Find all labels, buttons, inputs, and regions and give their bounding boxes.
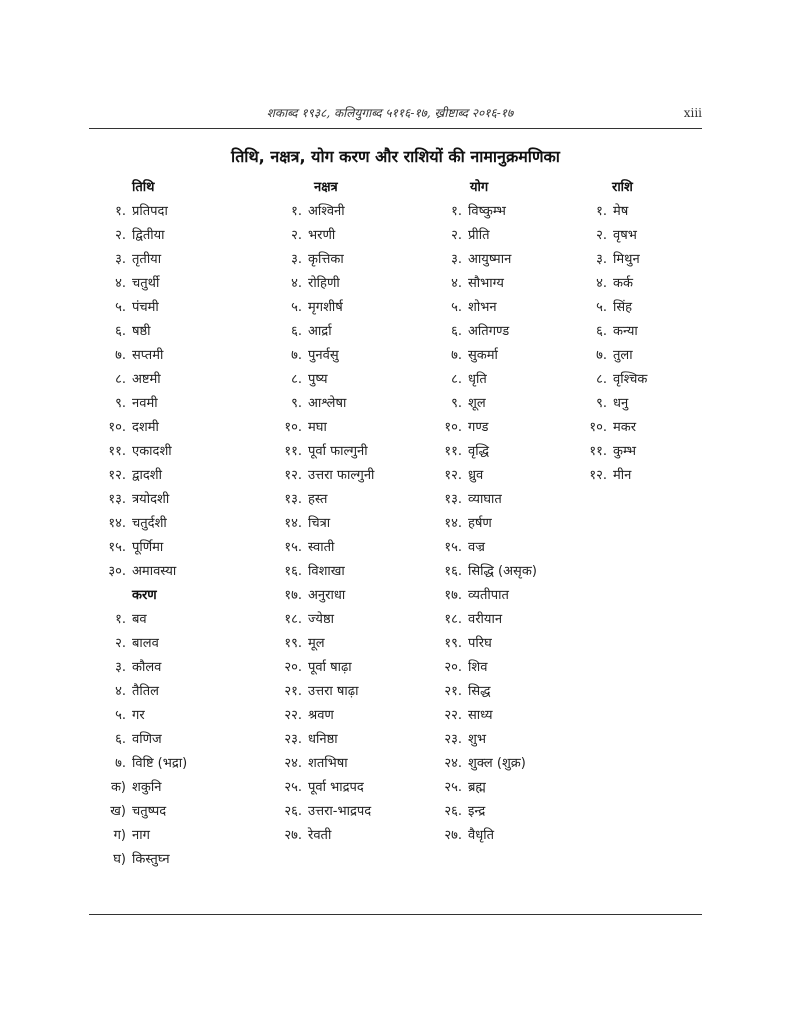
item-number: १. <box>596 204 607 219</box>
item-number: ४. <box>115 684 126 699</box>
item-number: १७. <box>444 588 462 603</box>
list-item <box>96 368 187 392</box>
page-number: xiii <box>683 106 702 120</box>
list-item <box>96 608 187 632</box>
item-number: ६. <box>596 324 607 339</box>
list-item <box>272 200 374 224</box>
list-item <box>432 728 537 752</box>
item-name: आयुष्मान <box>468 252 512 267</box>
item-number: ७. <box>451 348 462 363</box>
item-number: २. <box>596 228 607 243</box>
list-item <box>432 392 537 416</box>
list-item <box>96 632 187 656</box>
list-item <box>272 320 374 344</box>
list-item <box>272 392 374 416</box>
item-number: १९. <box>284 636 302 651</box>
list-item <box>272 440 374 464</box>
item-name: मेष <box>613 204 629 219</box>
item-number: २०. <box>444 660 462 675</box>
item-name: कौलव <box>132 660 162 675</box>
item-number: ४. <box>596 276 607 291</box>
item-number: १. <box>451 204 462 219</box>
list-item <box>272 656 374 680</box>
list-item <box>432 632 537 656</box>
item-number: ३. <box>596 252 607 267</box>
item-name: पंचमी <box>132 300 159 315</box>
item-number: १५. <box>284 540 302 555</box>
list-item <box>272 368 374 392</box>
item-name: वृद्धि <box>468 444 489 459</box>
item-number: ९. <box>596 396 607 411</box>
item-name: धनु <box>613 396 629 411</box>
item-name: किस्तुघ्न <box>132 852 170 867</box>
list-item <box>96 536 187 560</box>
list-item <box>272 632 374 656</box>
item-number: ५. <box>115 300 126 315</box>
item-number: ८. <box>115 372 126 387</box>
item-number: २. <box>115 636 126 651</box>
list-item <box>96 848 187 872</box>
item-number: १८. <box>284 612 302 627</box>
list-item <box>96 752 187 776</box>
item-name: अमावस्या <box>132 564 177 579</box>
list-item <box>432 488 537 512</box>
list-item <box>432 368 537 392</box>
item-name: द्वादशी <box>132 468 162 483</box>
tithi-list <box>96 200 187 584</box>
running-head: शकाब्द १९३८, कलियुगाब्द ५११६-१७, ख्रीष्टाब्द २०१६-१७ <box>266 106 514 120</box>
item-name: मकर <box>613 420 637 435</box>
item-number: ५. <box>596 300 607 315</box>
list-item <box>272 416 374 440</box>
item-name: हस्त <box>308 492 328 507</box>
item-name: शुक्ल (शुक्र) <box>468 756 526 771</box>
list-item <box>96 272 187 296</box>
list-item <box>432 536 537 560</box>
item-name: सिद्ध <box>468 684 491 699</box>
list-item <box>96 656 187 680</box>
item-name: पुनर्वसु <box>308 348 339 363</box>
list-item <box>96 728 187 752</box>
list-item <box>432 296 537 320</box>
item-name: एकादशी <box>132 444 172 459</box>
list-item <box>96 320 187 344</box>
item-name: षष्ठी <box>132 324 151 339</box>
item-name: धनिष्ठा <box>308 732 338 747</box>
tithi-heading: तिथि <box>132 180 155 195</box>
item-name: पूर्णिमा <box>132 540 164 555</box>
list-item <box>272 344 374 368</box>
karana-heading: करण <box>132 588 157 603</box>
item-name: धृति <box>468 372 487 387</box>
item-name: ब्रह्म <box>468 780 486 795</box>
item-number: २५. <box>444 780 462 795</box>
item-name: वणिज <box>132 732 162 747</box>
list-item <box>577 200 647 224</box>
list-item <box>272 776 374 800</box>
list-item <box>432 560 537 584</box>
item-number: २. <box>291 228 302 243</box>
item-number: २. <box>115 228 126 243</box>
item-name: प्रतिपदा <box>132 204 168 219</box>
karana-list <box>96 608 187 872</box>
item-name: शिव <box>468 660 488 675</box>
item-name: मीन <box>613 468 632 483</box>
item-number: १८. <box>444 612 462 627</box>
list-item <box>96 296 187 320</box>
list-item <box>432 776 537 800</box>
list-item <box>577 368 647 392</box>
list-item <box>96 800 187 824</box>
item-number: १४. <box>108 516 126 531</box>
item-number: २१. <box>284 684 302 699</box>
list-item <box>432 344 537 368</box>
item-number: ५. <box>291 300 302 315</box>
item-number: २४. <box>444 756 462 771</box>
item-number: १४. <box>284 516 302 531</box>
item-name: पूर्वा षाढ़ा <box>308 660 352 675</box>
item-name: अश्विनी <box>308 204 345 219</box>
list-item <box>432 584 537 608</box>
item-name: अष्टमी <box>132 372 161 387</box>
item-name: चतुर्थी <box>132 276 160 291</box>
item-name: नाग <box>132 828 150 843</box>
top-rule <box>89 128 702 129</box>
item-name: वरीयान <box>468 612 503 627</box>
item-number: १३. <box>444 492 462 507</box>
item-number: ११. <box>444 444 462 459</box>
item-name: रोहिणी <box>308 276 340 291</box>
list-item <box>272 728 374 752</box>
item-name: अतिगण्ड <box>468 324 510 339</box>
item-number: २५. <box>284 780 302 795</box>
list-item <box>96 200 187 224</box>
list-item <box>96 512 187 536</box>
list-item <box>432 416 537 440</box>
list-item <box>96 824 187 848</box>
item-number: ४. <box>115 276 126 291</box>
item-name: त्रयोदशी <box>132 492 170 507</box>
item-name: ज्येष्ठा <box>308 612 335 627</box>
item-number: १९. <box>444 636 462 651</box>
list-item <box>96 392 187 416</box>
list-item <box>272 248 374 272</box>
item-number: २२. <box>444 708 462 723</box>
item-number: ११. <box>108 444 126 459</box>
list-item <box>432 320 537 344</box>
item-number: १६. <box>284 564 302 579</box>
list-item <box>96 704 187 728</box>
item-number: १०. <box>108 420 126 435</box>
item-number: ३. <box>451 252 462 267</box>
item-name: हर्षण <box>468 516 492 531</box>
list-item <box>272 536 374 560</box>
item-name: चित्रा <box>308 516 331 531</box>
item-name: वैधृति <box>468 828 495 843</box>
item-number: ४. <box>291 276 302 291</box>
item-name: शूल <box>468 396 486 411</box>
item-number: ८. <box>451 372 462 387</box>
item-name: उत्तरा-भाद्रपद <box>308 804 372 819</box>
item-name: चतुष्पद <box>132 804 167 819</box>
item-number: ८. <box>291 372 302 387</box>
item-name: इन्द्र <box>468 804 486 819</box>
list-item <box>96 248 187 272</box>
item-name: विशाखा <box>308 564 345 579</box>
rashi-heading: राशि <box>612 180 633 195</box>
item-number: ४. <box>451 276 462 291</box>
item-number: १७. <box>284 588 302 603</box>
list-item <box>432 608 537 632</box>
item-number: १. <box>115 612 126 627</box>
item-name: बव <box>132 612 147 627</box>
item-number: ३०. <box>108 564 126 579</box>
list-item <box>432 680 537 704</box>
list-item <box>432 800 537 824</box>
list-item <box>96 488 187 512</box>
list-item <box>96 416 187 440</box>
item-number: घ) <box>113 852 126 867</box>
list-item <box>272 584 374 608</box>
item-name: व्याघात <box>468 492 502 507</box>
item-name: शकुनि <box>132 780 162 795</box>
list-item <box>577 464 647 488</box>
item-number: ७. <box>115 756 126 771</box>
item-number: ५. <box>451 300 462 315</box>
nakshatra-heading: नक्षत्र <box>314 180 338 195</box>
bottom-rule <box>89 914 702 915</box>
item-number: ६. <box>291 324 302 339</box>
list-item <box>577 296 647 320</box>
list-item <box>272 272 374 296</box>
nakshatra-list <box>272 200 374 848</box>
item-name: मृगशीर्ष <box>308 300 343 315</box>
item-number: १२. <box>284 468 302 483</box>
list-item <box>432 200 537 224</box>
item-name: कन्या <box>613 324 638 339</box>
list-item <box>577 416 647 440</box>
list-item <box>272 560 374 584</box>
item-name: सिंह <box>613 300 633 315</box>
item-name: साध्य <box>468 708 493 723</box>
item-number: १०. <box>589 420 607 435</box>
list-item <box>432 824 537 848</box>
item-number: क) <box>110 780 126 795</box>
item-number: २३. <box>284 732 302 747</box>
item-name: शतभिषा <box>308 756 348 771</box>
item-number: ३. <box>115 660 126 675</box>
item-name: उत्तरा फाल्गुनी <box>308 468 375 483</box>
item-name: सुकर्मा <box>468 348 498 363</box>
item-name: शोभन <box>468 300 497 315</box>
item-number: १२. <box>589 468 607 483</box>
item-name: व्यतीपात <box>468 588 509 603</box>
list-item <box>272 824 374 848</box>
list-item <box>577 320 647 344</box>
list-item <box>96 440 187 464</box>
item-name: तैतिल <box>132 684 160 699</box>
item-name: रेवती <box>308 828 332 843</box>
list-item <box>272 704 374 728</box>
list-item <box>577 344 647 368</box>
item-name: मघा <box>308 420 327 435</box>
item-name: ध्रुव <box>468 468 484 483</box>
list-item <box>432 752 537 776</box>
item-name: उत्तरा षाढ़ा <box>308 684 359 699</box>
item-name: तुला <box>613 348 633 363</box>
item-name: मिथुन <box>613 252 640 267</box>
list-item <box>272 464 374 488</box>
rashi-list <box>577 200 647 488</box>
item-name: तृतीया <box>132 252 162 267</box>
item-name: श्रवण <box>308 708 334 723</box>
item-name: गण्ड <box>468 420 489 435</box>
item-number: ७. <box>291 348 302 363</box>
item-name: कर्क <box>613 276 633 291</box>
list-item <box>272 512 374 536</box>
item-number: ७. <box>115 348 126 363</box>
item-name: गर <box>132 708 145 723</box>
item-number: १०. <box>284 420 302 435</box>
item-name: सप्तमी <box>132 348 164 363</box>
list-item <box>577 440 647 464</box>
nakshatra-column <box>272 176 374 848</box>
list-item <box>272 488 374 512</box>
list-item <box>272 296 374 320</box>
list-item <box>96 344 187 368</box>
list-item <box>96 680 187 704</box>
list-item <box>432 440 537 464</box>
item-number: ९. <box>115 396 126 411</box>
rashi-column <box>577 176 647 488</box>
item-number: ७. <box>596 348 607 363</box>
item-name: कुम्भ <box>613 444 637 459</box>
item-name: द्वितीया <box>132 228 165 243</box>
item-number: २६. <box>284 804 302 819</box>
item-name: कृत्तिका <box>308 252 344 267</box>
item-number: ११. <box>284 444 302 459</box>
item-number: ९. <box>291 396 302 411</box>
item-number: १३. <box>284 492 302 507</box>
yoga-heading: योग <box>470 180 489 195</box>
list-item <box>432 704 537 728</box>
list-item <box>432 272 537 296</box>
item-number: १. <box>115 204 126 219</box>
item-number: ३. <box>291 252 302 267</box>
tithi-column <box>96 176 187 872</box>
item-number: ६. <box>451 324 462 339</box>
item-number: २. <box>451 228 462 243</box>
item-name: वृश्चिक <box>613 372 648 387</box>
item-number: १३. <box>108 492 126 507</box>
item-number: ६. <box>115 732 126 747</box>
item-number: ११. <box>589 444 607 459</box>
item-name: आश्लेषा <box>308 396 347 411</box>
item-number: ३. <box>115 252 126 267</box>
list-item <box>577 392 647 416</box>
item-name: विष्टि (भद्रा) <box>132 756 188 771</box>
item-number: ८. <box>596 372 607 387</box>
list-item <box>577 224 647 248</box>
item-number: ग) <box>113 828 126 843</box>
list-item <box>577 272 647 296</box>
list-item <box>432 464 537 488</box>
item-number: ५. <box>115 708 126 723</box>
item-number: २१. <box>444 684 462 699</box>
list-item <box>577 248 647 272</box>
list-item <box>432 512 537 536</box>
item-name: नवमी <box>132 396 158 411</box>
yoga-list <box>432 200 537 848</box>
item-name: भरणी <box>308 228 336 243</box>
item-name: मूल <box>308 636 325 651</box>
item-name: दशमी <box>132 420 159 435</box>
item-number: १५. <box>444 540 462 555</box>
item-number: ९. <box>451 396 462 411</box>
item-number: १६. <box>444 564 462 579</box>
list-item <box>272 680 374 704</box>
item-name: चतुर्दशी <box>132 516 167 531</box>
item-name: सिद्धि (असृक) <box>468 564 537 579</box>
item-name: स्वाती <box>308 540 335 555</box>
item-name: परिघ <box>468 636 492 651</box>
list-item <box>96 776 187 800</box>
item-name: पूर्वा फाल्गुनी <box>308 444 368 459</box>
item-name: वज्र <box>468 540 485 555</box>
item-number: १०. <box>444 420 462 435</box>
item-number: ख) <box>110 804 126 819</box>
list-item <box>272 224 374 248</box>
item-name: प्रीति <box>468 228 490 243</box>
item-number: २४. <box>284 756 302 771</box>
list-item <box>432 248 537 272</box>
item-name: विष्कुम्भ <box>468 204 506 219</box>
list-item <box>432 224 537 248</box>
list-item <box>272 608 374 632</box>
item-number: २०. <box>284 660 302 675</box>
item-name: बालव <box>132 636 159 651</box>
page-title: तिथि, नक्षत्र, योग करण और राशियों की नामानुक्रमणिका <box>231 147 560 166</box>
item-name: पुष्य <box>308 372 328 387</box>
list-item <box>272 800 374 824</box>
list-item <box>432 656 537 680</box>
item-number: २६. <box>444 804 462 819</box>
item-number: १. <box>291 204 302 219</box>
item-name: पूर्वा भाद्रपद <box>308 780 364 795</box>
item-name: वृषभ <box>613 228 637 243</box>
item-number: २३. <box>444 732 462 747</box>
item-number: ६. <box>115 324 126 339</box>
list-item <box>96 224 187 248</box>
item-number: १५. <box>108 540 126 555</box>
list-item <box>96 464 187 488</box>
item-number: १२. <box>444 468 462 483</box>
item-name: शुभ <box>468 732 486 747</box>
item-name: अनुराधा <box>308 588 346 603</box>
item-number: २७. <box>284 828 302 843</box>
list-item <box>96 560 187 584</box>
yoga-column <box>432 176 537 848</box>
item-name: आर्द्रा <box>308 324 332 339</box>
item-number: १४. <box>444 516 462 531</box>
item-name: सौभाग्य <box>468 276 504 291</box>
item-number: १२. <box>108 468 126 483</box>
item-number: २७. <box>444 828 462 843</box>
item-number: २२. <box>284 708 302 723</box>
list-item <box>272 752 374 776</box>
